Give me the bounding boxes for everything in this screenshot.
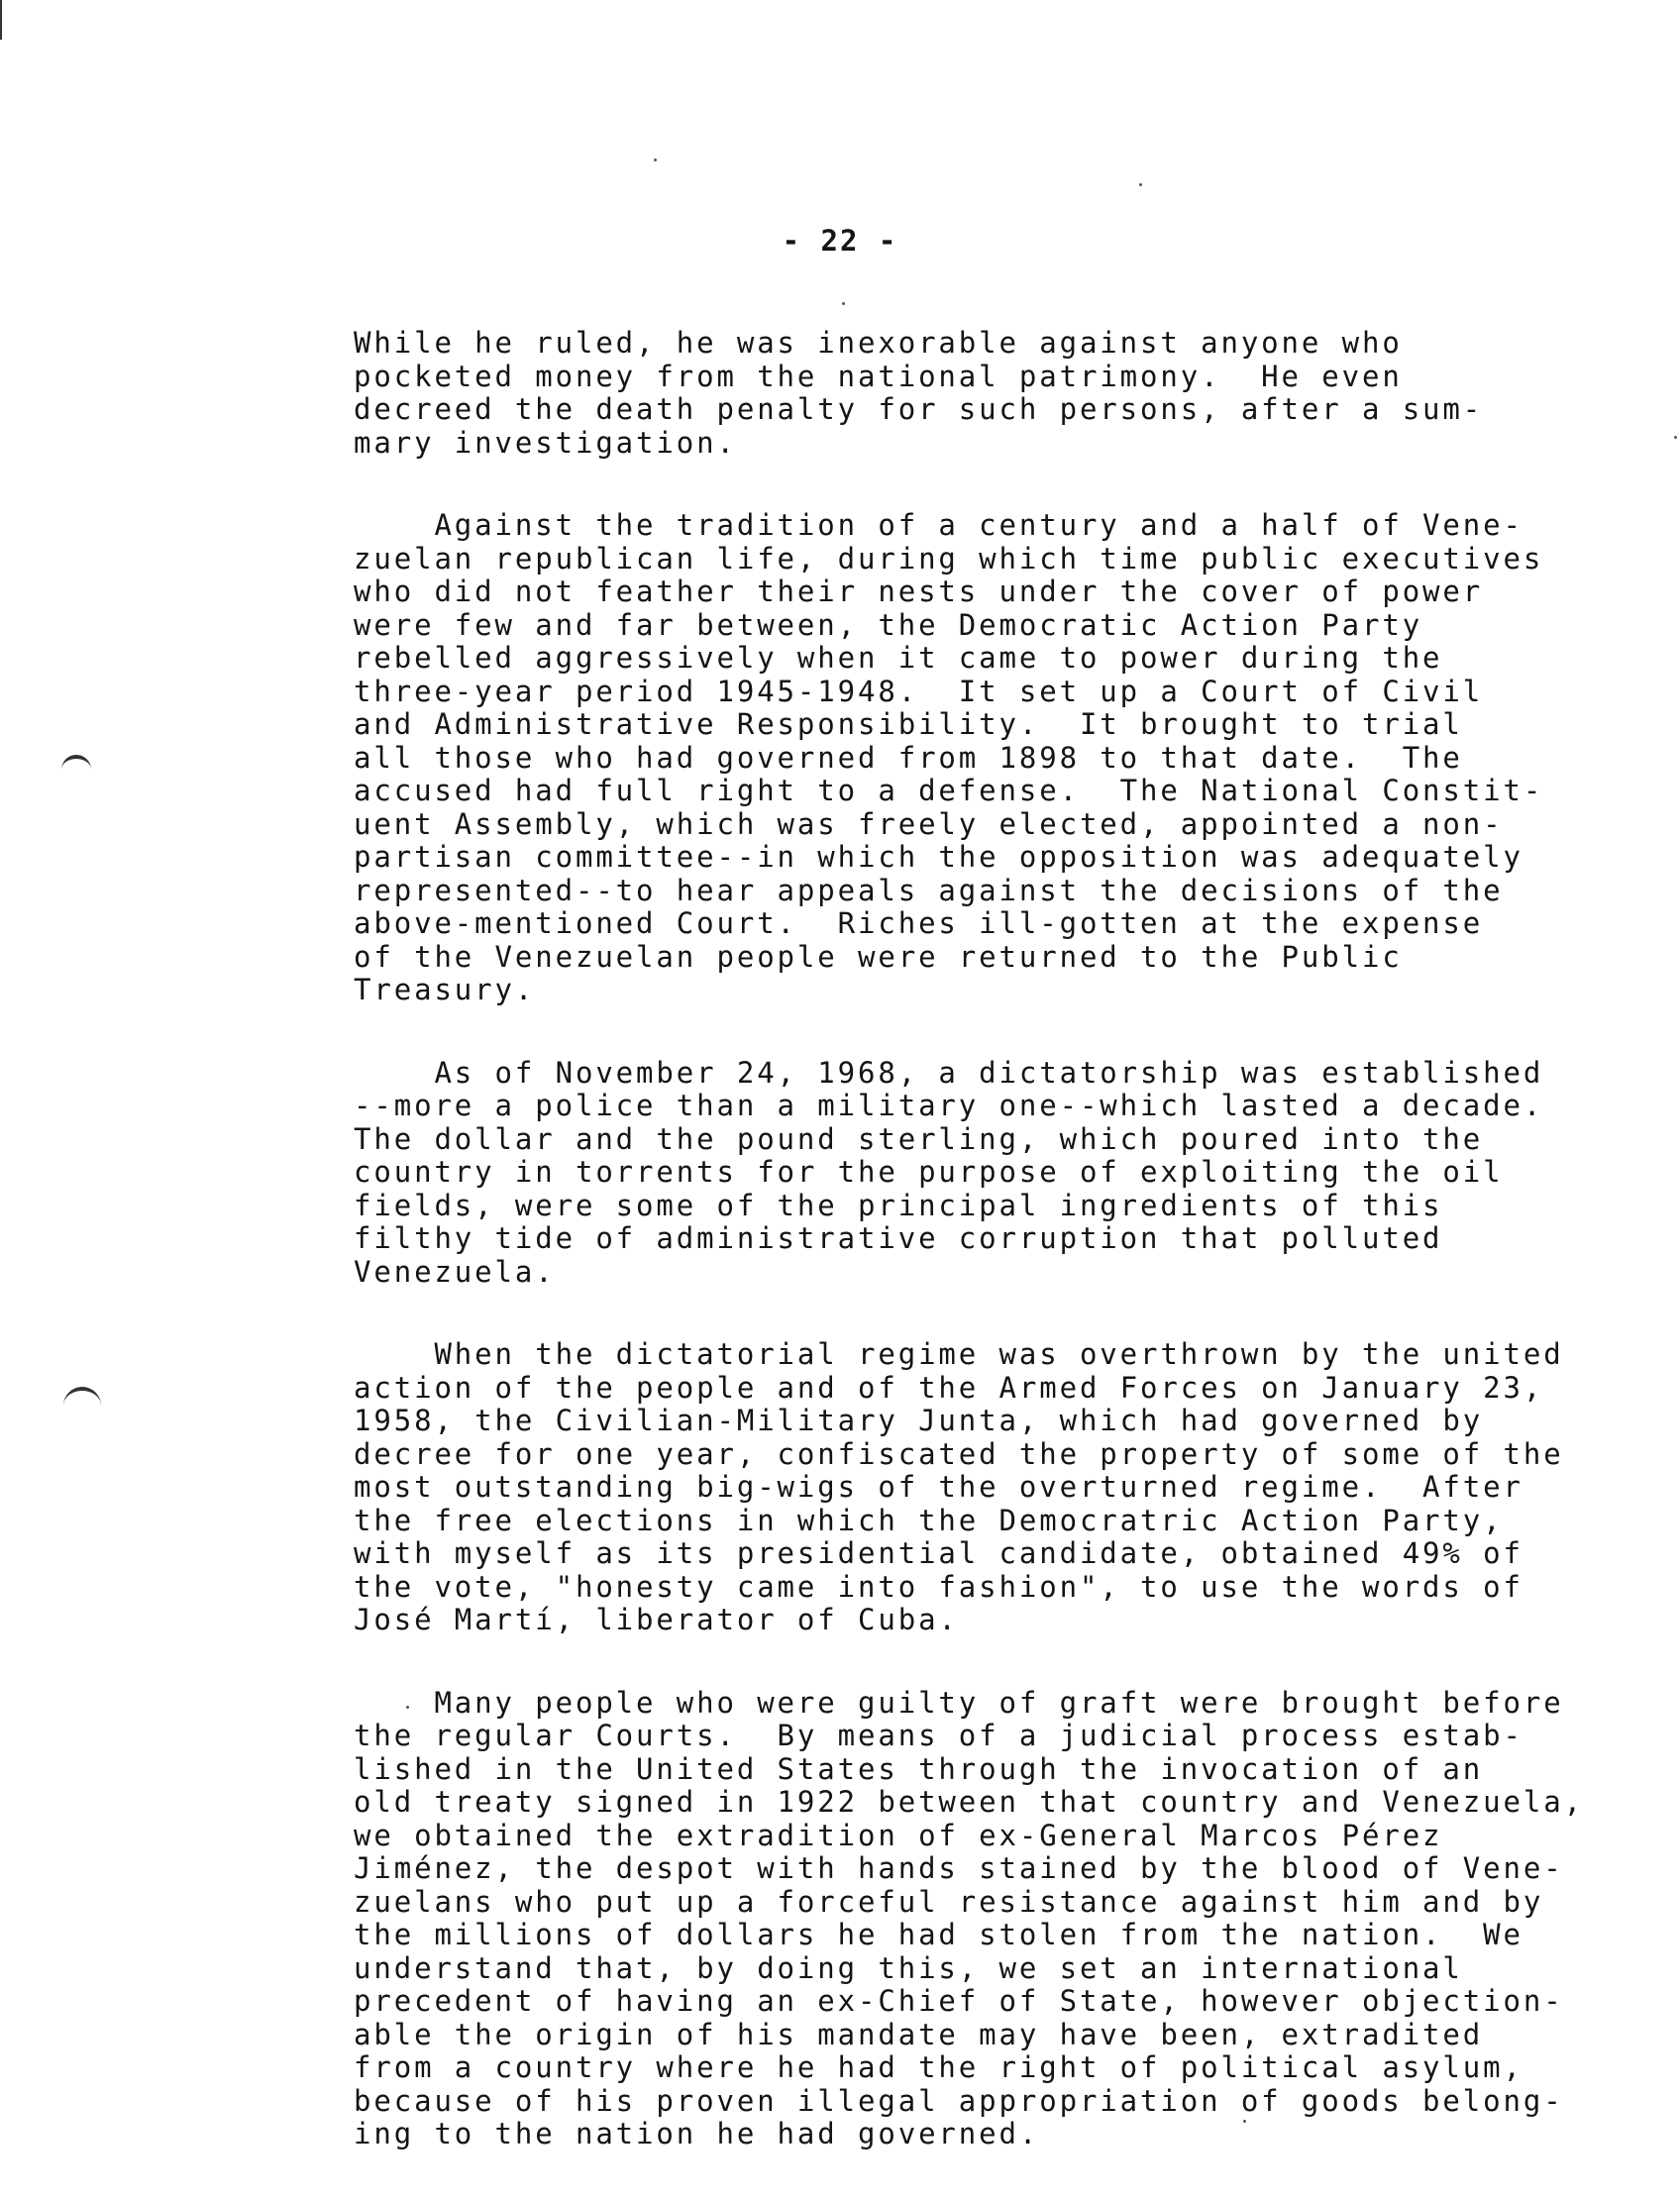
text-line: understand that, by doing this, we set an international <box>354 1950 1463 1985</box>
paragraph <box>354 327 1582 460</box>
text-line: with myself as its presidential candidate, obtained 49% of <box>354 1536 1523 1570</box>
text-line: ing to the nation he had governed. <box>354 2117 1040 2150</box>
text-line: decreed the death penalty for such persons, after a sum- <box>354 392 1484 426</box>
text-line: Many people who were guilty of graft were brought before <box>354 1685 1564 1720</box>
paragraph <box>354 1338 1582 1637</box>
text-line: three-year period 1945-1948. It set up a Court of Civil <box>354 674 1484 708</box>
text-line: all those who had governed from 1898 to that date. The <box>354 740 1463 775</box>
body-text <box>354 327 1582 2201</box>
text-line: the free elections in which the Democratric Action Party, <box>354 1503 1504 1537</box>
text-line: Treasury. <box>354 973 536 1006</box>
text-line: country in torrents for the purpose of exploiting the oil <box>354 1155 1504 1189</box>
text-line: As of November 24, 1968, a dictatorship was established <box>354 1055 1544 1090</box>
text-line: José Martí, liberator of Cuba. <box>354 1603 959 1636</box>
text-line: While he ruled, he was inexorable against anyone who <box>354 326 1403 360</box>
text-line: represented--to hear appeals against the decisions of the <box>354 873 1504 907</box>
text-line: decree for one year, confiscated the property of some of the <box>354 1436 1564 1471</box>
text-line: Jiménez, the despot with hands stained by the blood of Vene- <box>354 1851 1564 1885</box>
text-line: --more a police than a military one--which lasted a decade. <box>354 1089 1544 1122</box>
speck <box>1139 183 1142 186</box>
text-line: filthy tide of administrative corruption that polluted <box>354 1221 1443 1255</box>
text-line: uent Assembly, which was freely elected, appointed a non- <box>354 806 1504 841</box>
text-line: Against the tradition of a century and a half of Vene- <box>354 508 1523 542</box>
text-line: zuelan republican life, during which time public executives <box>354 541 1544 576</box>
text-line: The dollar and the pound sterling, which poured into the <box>354 1121 1484 1156</box>
text-line: fields, were some of the principal ingredients of this <box>354 1188 1443 1222</box>
paragraph <box>354 509 1582 1007</box>
text-line: because of his proven illegal appropriation of goods belong- <box>354 2083 1564 2118</box>
speck <box>842 302 845 305</box>
text-line: of the Venezuelan people were returned to the Public <box>354 939 1403 974</box>
text-line: were few and far between, the Democratic Action Party <box>354 607 1423 642</box>
text-line: precedent of having an ex-Chief of State, however objection- <box>354 1984 1564 2018</box>
paragraph <box>354 1687 1582 2151</box>
text-line: the millions of dollars he had stolen from the nation. We <box>354 1918 1523 1951</box>
speck <box>1674 436 1677 439</box>
text-line: 1958, the Civilian-Military Junta, which had governed by <box>354 1404 1484 1437</box>
text-line: lished in the United States through the invocation of an <box>354 1751 1484 1786</box>
text-line: most outstanding big-wigs of the overturned regime. After <box>354 1470 1523 1504</box>
page-number: - 22 - <box>782 224 898 258</box>
text-line: rebelled aggressively when it came to power during the <box>354 641 1443 675</box>
punch-hole-mark-lower <box>63 1387 101 1407</box>
paragraph <box>354 1057 1582 1290</box>
text-line: action of the people and of the Armed Forces on January 23, <box>354 1370 1544 1405</box>
text-line: the regular Courts. By means of a judicial process estab- <box>354 1719 1523 1752</box>
speck <box>654 158 657 161</box>
text-line: old treaty signed in 1922 between that country and Venezuela, <box>354 1785 1584 1819</box>
text-line: partisan committee--in which the opposition was adequately <box>354 840 1523 874</box>
text-line: zuelans who put up a forceful resistance against him and by <box>354 1884 1544 1919</box>
text-line: the vote, "honesty came into fashion", to use the words of <box>354 1569 1523 1604</box>
text-line: able the origin of his mandate may have been, extradited <box>354 2017 1484 2051</box>
text-line: pocketed money from the national patrimony. He even <box>354 359 1403 393</box>
text-line: who did not feather their nests under the cover of power <box>354 575 1484 608</box>
text-line: above-mentioned Court. Riches ill-gotten at the expense <box>354 906 1484 940</box>
text-line: from a country where he had the right of political asylum, <box>354 2050 1523 2084</box>
punch-hole-mark-upper <box>61 755 91 771</box>
scan-edge-mark <box>0 0 2 40</box>
text-line: we obtained the extradition of ex-General Marcos Pérez <box>354 1818 1443 1852</box>
text-line: and Administrative Responsibility. It brought to trial <box>354 707 1463 741</box>
text-line: When the dictatorial regime was overthrown by the united <box>354 1337 1564 1371</box>
text-line: mary investigation. <box>354 425 737 460</box>
text-line: accused had full right to a defense. The National Constit- <box>354 774 1544 807</box>
text-line: Venezuela. <box>354 1254 556 1289</box>
